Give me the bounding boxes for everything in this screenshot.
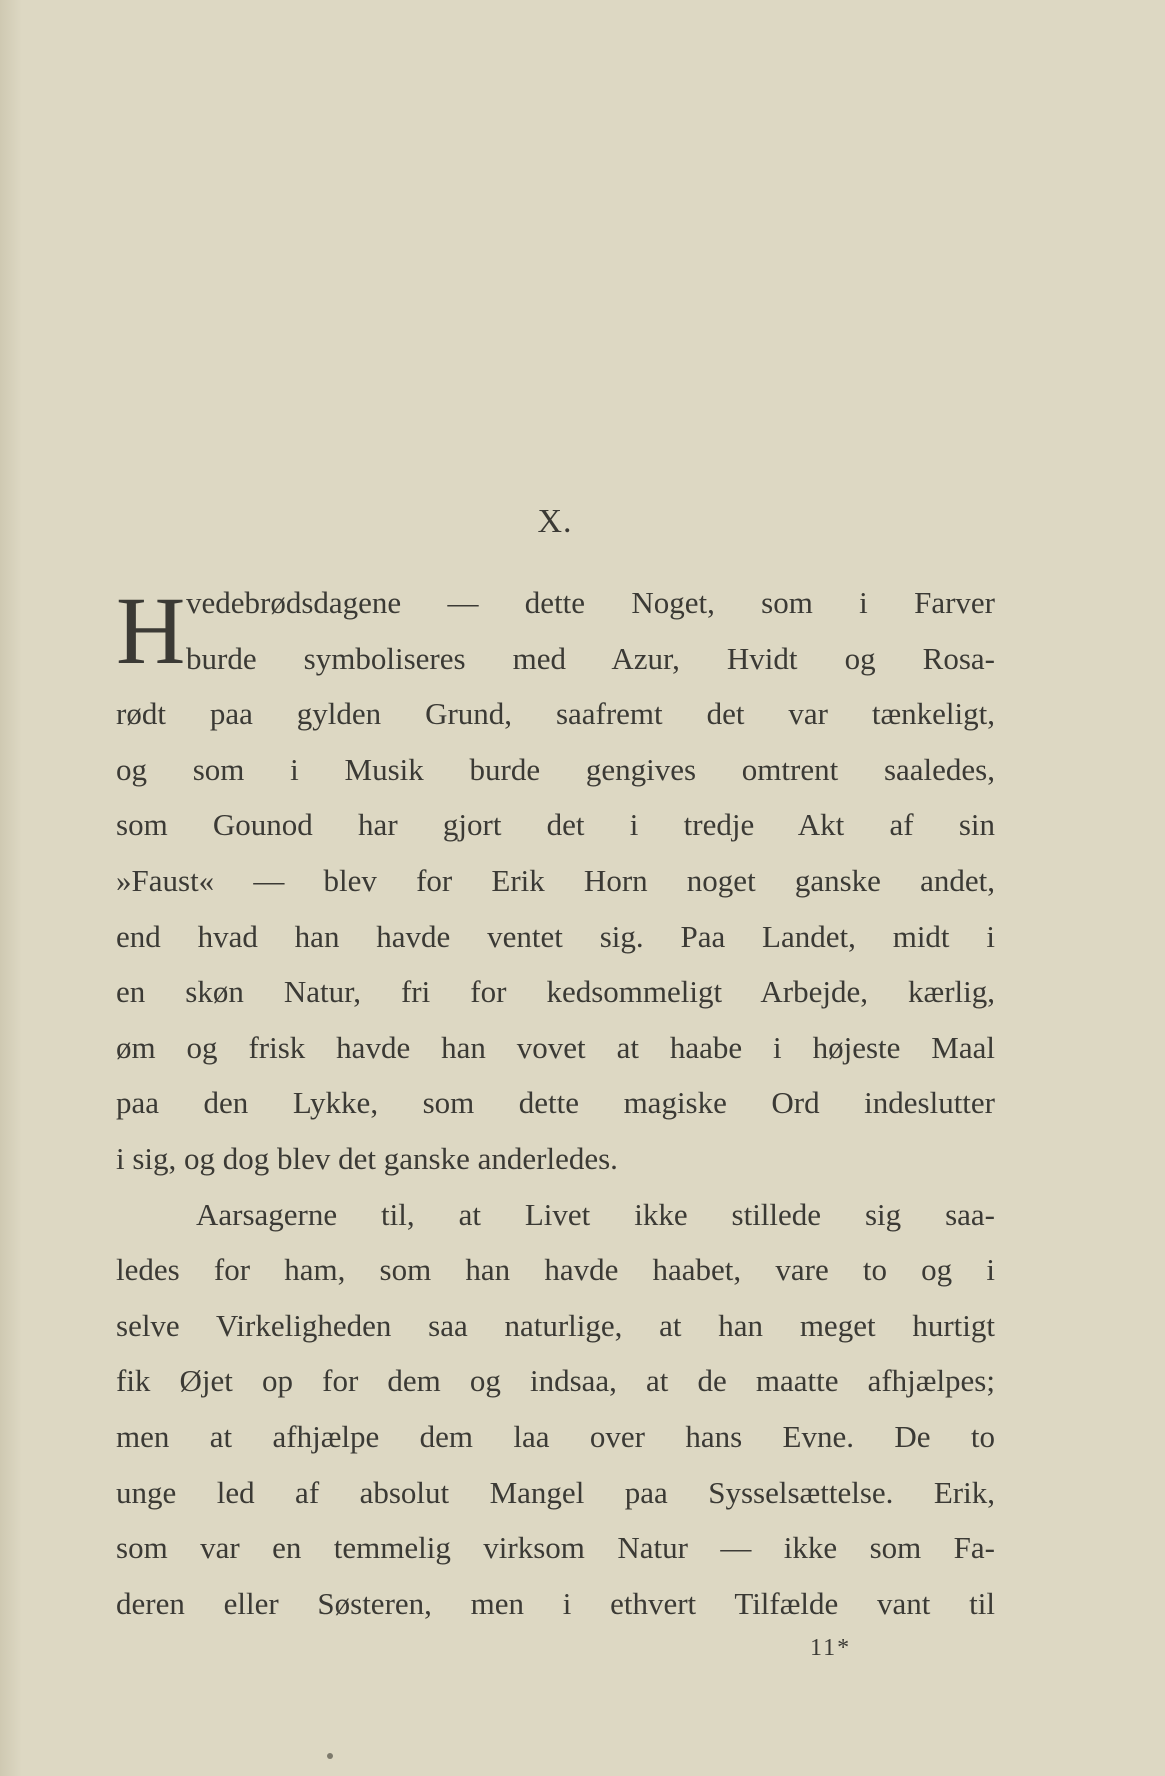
text-line: unge led af absolut Mangel paa Sysselsættelse. Erik, <box>116 1474 995 1510</box>
chapter-heading: X. <box>537 503 573 540</box>
text-line: deren eller Søsteren, men i ethvert Tilfælde vant til <box>116 1585 995 1621</box>
text-line: Aarsagerne til, at Livet ikke stillede sig saa- <box>196 1196 995 1232</box>
text-line: en skøn Natur, fri for kedsommeligt Arbejde, kærlig, <box>116 974 995 1010</box>
text-line: men at afhjælpe dem laa over hans Evne. De to <box>116 1418 995 1454</box>
text-line: som Gounod har gjort det i tredje Akt af sin <box>116 807 995 843</box>
page-edge-shading <box>0 0 22 1776</box>
text-line: fik Øjet op for dem og indsaa, at de maatte afhjælpes; <box>116 1363 995 1399</box>
text-line: og som i Musik burde gengives omtrent saaledes, <box>116 751 995 787</box>
text-line: selve Virkeligheden saa naturlige, at han meget hurtigt <box>116 1307 995 1343</box>
paragraph-2 <box>116 1187 995 1632</box>
text-line: »Faust« — blev for Erik Horn noget ganske andet, <box>116 862 995 898</box>
text-line: som var en temmelig virksom Natur — ikke som Fa- <box>116 1530 995 1566</box>
paper-speck <box>327 1753 333 1759</box>
body-text <box>116 575 995 1631</box>
paragraph-1 <box>116 575 995 1187</box>
text-line: øm og frisk havde han vovet at haabe i højeste Maal <box>116 1029 995 1065</box>
text-line: paa den Lykke, som dette magiske Ord indeslutter <box>116 1085 995 1121</box>
text-line: vedebrødsdagene — dette Noget, som i Farver <box>186 585 995 620</box>
drop-cap: H <box>116 577 186 684</box>
text-line: rødt paa gylden Grund, saafremt det var tænkeligt, <box>116 696 995 732</box>
text-line: end hvad han havde ventet sig. Paa Landet, midt i <box>116 918 995 954</box>
text-line: i sig, og dog blev det ganske anderledes. <box>116 1140 618 1176</box>
text-line: burde symboliseres med Azur, Hvidt og Rosa- <box>186 640 995 676</box>
signature-mark: 11* <box>810 1635 852 1661</box>
text-line: ledes for ham, som han havde haabet, vare to og i <box>116 1252 995 1288</box>
